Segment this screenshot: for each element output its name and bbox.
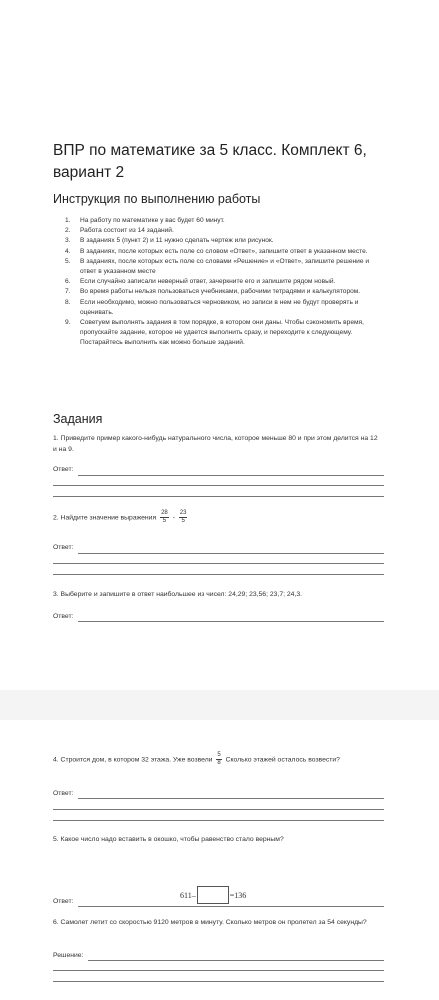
instruction-number: 2. bbox=[65, 227, 71, 235]
fraction-28-5: $\frac{28}{5}$ bbox=[161, 510, 168, 524]
task-1-answer-line[interactable] bbox=[53, 496, 384, 497]
instruction-number: 1. bbox=[65, 217, 71, 224]
fraction-5-8: $\frac{5}{8}$ bbox=[217, 752, 221, 766]
task-5-answer-line[interactable] bbox=[78, 906, 384, 907]
minus-sign: - bbox=[172, 514, 175, 522]
task-4-prompt-b: Сколько этажей осталось возвести? bbox=[225, 756, 340, 764]
instruction-number: 8. bbox=[65, 298, 71, 306]
task-3-answer-label: Ответ: bbox=[53, 613, 74, 620]
task-3-answer-line[interactable] bbox=[78, 621, 384, 622]
instruction-text: В заданиях, после которых есть поле со словом «Ответ», запишите ответ в указанном месте. bbox=[80, 247, 368, 255]
equation-right: =136 bbox=[229, 890, 247, 900]
task-1-answer-line[interactable] bbox=[78, 475, 384, 476]
instruction-number: 5. bbox=[65, 257, 71, 265]
task-6-solution-line[interactable] bbox=[53, 981, 384, 982]
equation-left: 611– bbox=[180, 890, 196, 900]
instruction-text: В заданиях 5 (пункт 2) и 11 нужно сделать чертеж или рисунок. bbox=[80, 237, 274, 245]
instruction-text: Во время работы нельзя пользоваться учебниками, рабочими тетрадями и калькулятором. bbox=[80, 288, 361, 296]
instruction-item bbox=[53, 226, 373, 236]
task-4-answer-line[interactable] bbox=[53, 820, 384, 821]
instruction-text: В заданиях, после которых есть поле со словами «Решение» и «Ответ», запишите решение и ответ в указанном месте bbox=[80, 257, 370, 276]
instruction-number: 7. bbox=[65, 288, 71, 296]
instruction-item bbox=[53, 247, 373, 257]
task-5-text: 5. Какое число надо вставить в окошко, чтобы равенство стало верным? bbox=[53, 836, 284, 843]
instruction-number: 6. bbox=[65, 278, 71, 286]
task-4-answer-line[interactable] bbox=[53, 809, 384, 810]
task-4-prompt-a: 4. Строится дом, в котором 32 этажа. Уже возвели bbox=[53, 756, 213, 764]
task-2-answer-line[interactable] bbox=[78, 553, 384, 554]
instruction-text: Работа состоит из 14 заданий. bbox=[80, 227, 174, 235]
instruction-item bbox=[53, 277, 373, 287]
equation bbox=[180, 886, 246, 904]
tasks-heading: Задания bbox=[53, 412, 103, 426]
task-4-answer-line[interactable] bbox=[78, 798, 384, 799]
fraction-23-5: $\frac{23}{5}$ bbox=[179, 510, 187, 524]
task-4-text bbox=[53, 752, 383, 767]
instruction-item bbox=[53, 287, 373, 297]
task-2-answer-line[interactable] bbox=[53, 574, 384, 575]
task-6-solution-label: Решение: bbox=[53, 952, 84, 959]
instructions-list bbox=[53, 216, 373, 349]
task-6-text: 6. Самолет летит со скоростью 9120 метров в минуту. Сколько метров он пролетел за 54 секунды? bbox=[53, 919, 367, 926]
task-1-text: 1. Приведите пример какого-нибудь натурального числа, которое меньше 80 и при этом делится на 12 и на 9. bbox=[53, 435, 378, 453]
task-6-solution-line[interactable] bbox=[53, 970, 384, 971]
instruction-text: Если случайно записали неверный ответ, зачеркните его и запишите рядом новый. bbox=[80, 278, 336, 286]
task-1-answer-label: Ответ: bbox=[53, 466, 74, 473]
instruction-item bbox=[53, 298, 373, 318]
instruction-text: Если необходимо, можно пользоваться черновиком, но записи в нем не будут проверять и оценивать. bbox=[80, 298, 359, 316]
instruction-text: На работу по математике у вас будет 60 минут. bbox=[80, 217, 225, 224]
instruction-item bbox=[53, 257, 373, 277]
task-3-text: 3. Выберите и запишите в ответ наибольшее из чисел: 24,29; 23,56; 23,7; 24,3. bbox=[53, 591, 302, 598]
task-2-answer-label: Ответ: bbox=[53, 544, 74, 551]
task-5-answer-label: Ответ: bbox=[53, 898, 74, 905]
answer-box[interactable] bbox=[197, 886, 229, 904]
instruction-number: 9. bbox=[65, 319, 71, 327]
task-2-prompt: 2. Найдите значение выражения bbox=[53, 514, 157, 522]
instructions-heading: Инструкция по выполнению работы bbox=[53, 192, 261, 206]
task-2-text bbox=[53, 510, 383, 525]
task-6-solution-line[interactable] bbox=[88, 960, 384, 961]
instruction-item bbox=[53, 216, 373, 226]
task-2-answer-line[interactable] bbox=[53, 563, 384, 564]
instruction-item bbox=[53, 318, 373, 349]
instruction-item bbox=[53, 236, 373, 246]
task-4-answer-label: Ответ: bbox=[53, 790, 74, 797]
instruction-number: 3. bbox=[65, 237, 71, 245]
page-title: ВПР по математике за 5 класс. Комплект 6, вариант 2 bbox=[53, 142, 367, 181]
instruction-number: 4. bbox=[65, 247, 71, 255]
task-1-answer-line[interactable] bbox=[53, 485, 384, 486]
instruction-text: Советуем выполнять задания в том порядке, в котором они даны. Чтобы сэкономить время, пропускайте задание, которое не удается выполнить сразу, и переходите к следующему. Постарайтесь выполнить как можно больше заданий. bbox=[80, 319, 364, 347]
